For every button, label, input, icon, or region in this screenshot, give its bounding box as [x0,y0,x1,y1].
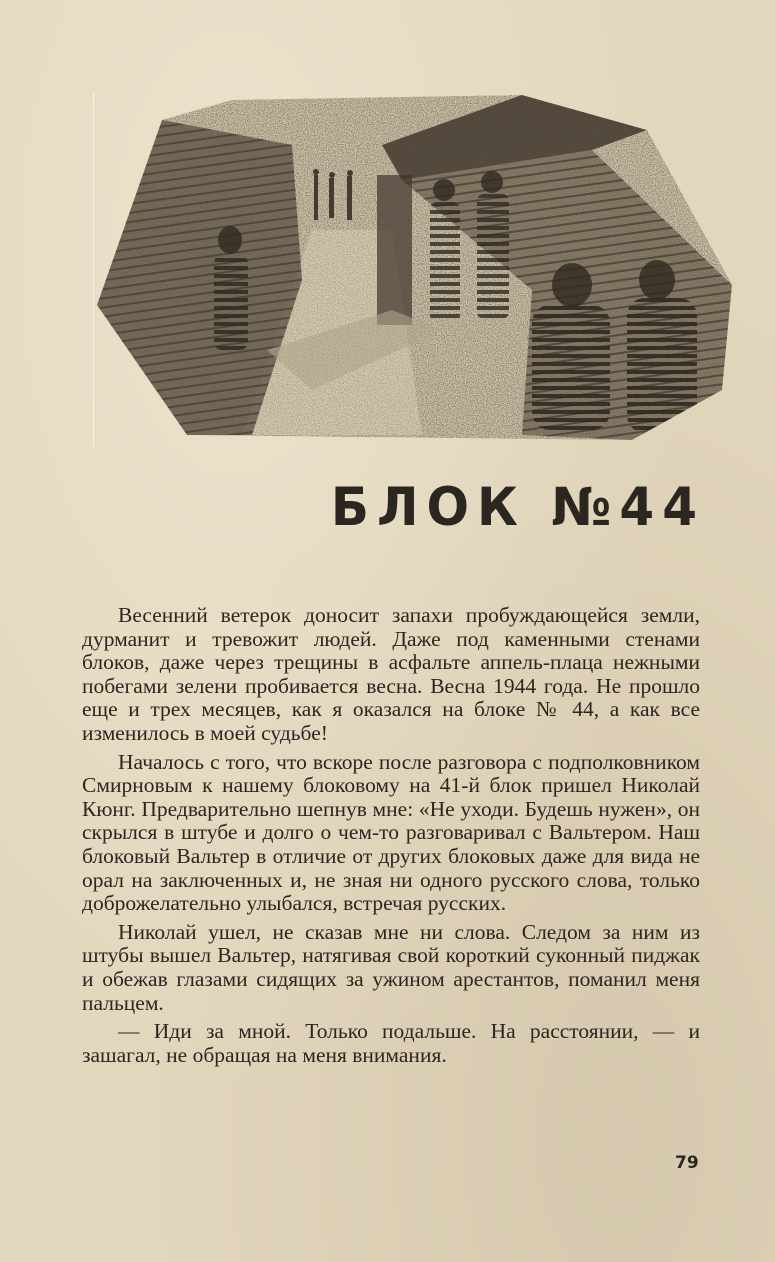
page-number: 79 [675,1153,699,1173]
paragraph: Николай ушел, не сказав мне ни слова. Следом за ним из штубы вышел Вальтер, натягивая свой короткий суконный пиджак и обежав глазами сидящих за ужином арестантов, поманил меня пальцем. [82,919,700,1015]
paragraph: Весенний ветерок доносит запахи пробуждающейся земли, дурманит и тревожит людей. Даже под каменными стенами блоков, даже через трещины в асфальте аппель-плаца нежными побегами зелени пробивается весна. Весна 1944 года. Не прошло еще и трех месяцев, как я оказался на блоке № 44, а как все изменилось в моей судьбе! [82,603,700,745]
barracks-illustration [92,90,737,445]
paragraph: — Иди за мной. Только подальше. На расстоянии, — и зашагал, не обращая на меня внимания. [82,1019,700,1067]
chapter-title: БЛОК №44 [330,476,705,538]
body-text [82,604,700,1072]
paragraph: Началось с того, что вскоре после разговора с подполковником Смирновым к нашему блоковому на 41-й блок пришел Николай Кюнг. Предварительно шепнув мне: «Не уходи. Будешь нужен», он скрылся в штубе и долго о чем-то разговаривал с Вальтером. Наш блоковый Вальтер в отличие от других блоковых даже для вида не орал на заключенных и, не зная ни одного русского слова, только доброжелательно улыбался, встречая русских. [82,749,700,916]
